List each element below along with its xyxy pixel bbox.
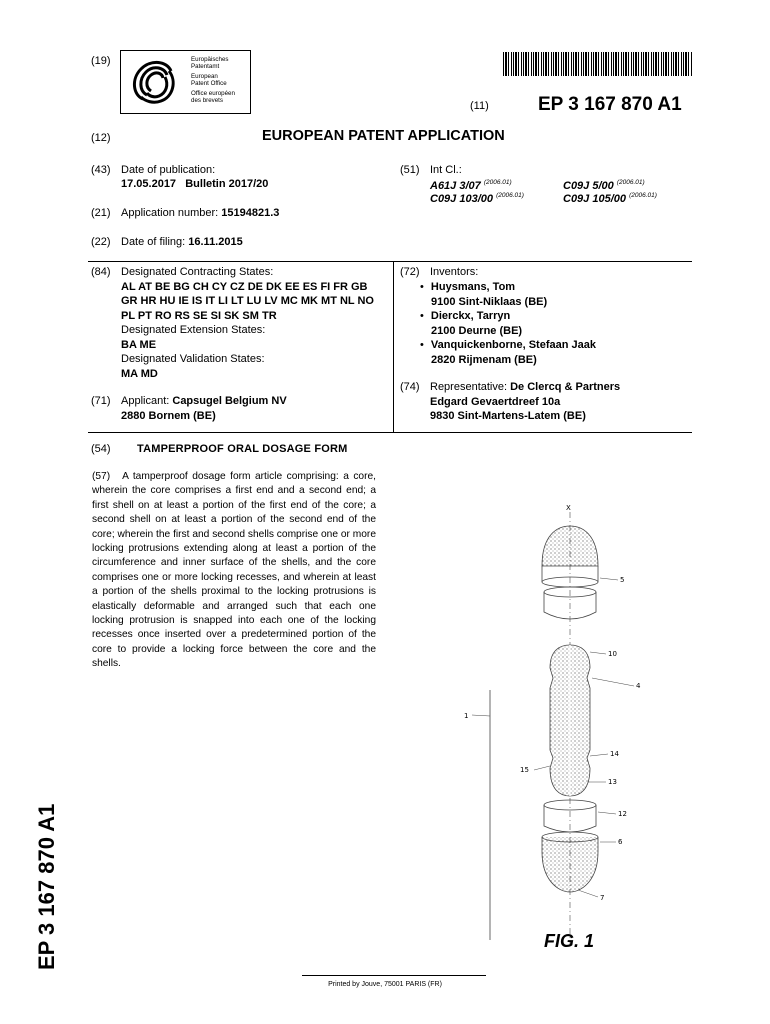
pub-date-label: Date of publication: (121, 164, 216, 176)
svg-text:15: 15 (520, 766, 529, 774)
code-54: (54) (91, 443, 111, 455)
list-item: • Huysmans, Tom (420, 281, 516, 293)
box-top-rule (88, 261, 692, 262)
code-72: (72) (400, 266, 420, 278)
int-cl-label: Int Cl.: (430, 164, 462, 176)
int-cl-item: C09J 105/00 $^{(2006.01)}$ (563, 192, 657, 205)
code-71: (71) (91, 395, 111, 407)
abstract: (57) A tamperproof dosage form article comprising: a core, wherein the core comprises a first end and a second end; a first shell on at least a portion of the first end of the core; a second shell on at least a portion of the second end of the core; wherein the first and second shells comprise one or more locking protrusions extending along at least a portion of the circumference and inner surface of the shells, and the core comprises one or more locking recesses, and wherein at least a portion of the shells proximal to the locking protrusions is elastically deformable and arranged such that each one locking protrusion is snapped into each one of the locking recesses once inserted over a predetermined portion of the core to provide a locking force between the core and the shells. (92, 471, 376, 670)
int-cl-item: C09J 103/00 $^{(2006.01)}$ (430, 192, 524, 205)
list-item: • Vanquickenborne, Stefaan Jaak (420, 339, 596, 351)
first-shell-cap (542, 526, 598, 566)
code-12: (12) (91, 132, 111, 144)
pub-date-value: 17.05.2017 Bulletin 2017/20 (121, 178, 269, 190)
code-74: (74) (400, 381, 420, 393)
int-cl-item: A61J 3/07 $^{(2006.01)}$ (430, 179, 512, 192)
second-shell-cap (542, 837, 598, 892)
svg-text:4: 4 (636, 682, 641, 690)
office-names: Europäisches Patentamt European Patent Office Office européen des brevets (191, 56, 235, 105)
code-43: (43) (91, 164, 111, 176)
application-number: Application number: 15194821.3 (121, 207, 280, 219)
svg-text:7: 7 (600, 894, 605, 902)
figure-caption: FIG. 1 (544, 931, 595, 951)
printer-footer: Printed by Jouve, 75001 PARIS (FR) (328, 981, 442, 988)
barcode (503, 52, 693, 76)
footer-rule (302, 975, 486, 976)
svg-text:5: 5 (620, 576, 625, 584)
inventors-label: Inventors: (430, 266, 479, 278)
code-21: (21) (91, 207, 111, 219)
svg-text:12: 12 (618, 810, 627, 818)
applicant: Applicant: Capsugel Belgium NV 2880 Bornem (BE) (121, 395, 287, 422)
publication-number: EP 3 167 870 A1 (538, 94, 682, 115)
figure-1-drawing (450, 500, 650, 960)
invention-title: TAMPERPROOF ORAL DOSAGE FORM (137, 443, 348, 455)
inventors-list: • Huysmans, Tom 9100 Sint-Niklaas (BE) • Dierckx, Tarryn 2100 Deurne (BE) • Vanquickenborne, Stefaan Jaak 2820 Rijmenam (BE) (420, 280, 700, 367)
svg-text:6: 6 (618, 838, 623, 846)
representative: Representative: De Clercq & Partners Edgard Gevaertdreef 10a 9830 Sint-Martens-Latem (BE) (430, 381, 621, 422)
document-kind-title: EUROPEAN PATENT APPLICATION (262, 128, 505, 144)
svg-text:14: 14 (610, 750, 619, 758)
code-84: (84) (91, 266, 111, 278)
epo-logo-icon (121, 51, 191, 113)
int-cl-item: C09J 5/00 $^{(2006.01)}$ (563, 179, 645, 192)
column-divider (393, 261, 394, 432)
side-publication-number: EP 3 167 870 A1 (34, 803, 59, 970)
list-item: • Dierckx, Tarryn (420, 310, 511, 322)
svg-text:1: 1 (464, 712, 469, 720)
designated-states: Designated Contracting States: AL AT BE BG CH CY CZ DE DK EE ES FI FR GB GR HR HU IE IS IT LI LT LU LV MC MK MT NL NO PL PT RO RS SE SI SK SM TR Designated Extension States: BA ME Designated Validation States: MA MD (121, 266, 374, 380)
code-51: (51) (400, 164, 420, 176)
filing-date: Date of filing: 16.11.2015 (121, 236, 243, 248)
svg-text:13: 13 (608, 778, 617, 786)
svg-text:10: 10 (608, 650, 617, 658)
code-11: (11) (470, 100, 489, 112)
code-22: (22) (91, 236, 111, 248)
axis-label: X (566, 504, 571, 512)
code-19: (19) (91, 55, 111, 67)
box-bottom-rule (88, 432, 692, 433)
